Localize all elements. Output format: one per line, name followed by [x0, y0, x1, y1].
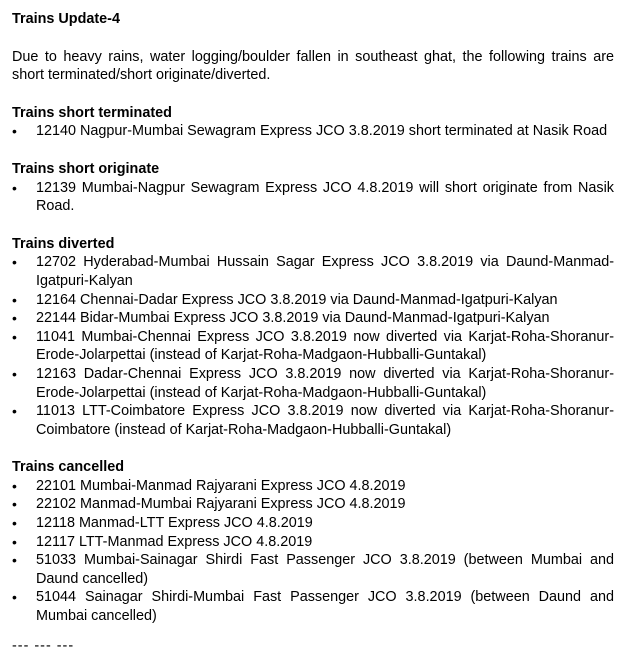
intro-paragraph: Due to heavy rains, water logging/boulder fallen in southeast ghat, the following trains are short terminated/short originate/diverted. — [12, 48, 614, 84]
bullet-icon: • — [12, 179, 17, 196]
list-item-text: 11013 LTT-Coimbatore Express JCO 3.8.2019 now diverted via Karjat-Roha-Shoranur-Coimbatore (instead of Karjat-Roha-Madgaon-Hubballi-Guntakal) — [36, 403, 614, 438]
bullet-icon: • — [12, 254, 17, 271]
section-heading: Trains short originate — [12, 160, 160, 177]
train-list — [12, 253, 614, 439]
list-item — [12, 495, 614, 514]
list-item — [12, 253, 614, 290]
bullet-icon: • — [12, 589, 17, 606]
list-item — [12, 477, 614, 496]
list-item-text: 51044 Sainagar Shirdi-Mumbai Fast Passenger JCO 3.8.2019 (between Daund and Mumbai cancelled) — [36, 589, 614, 625]
list-item-text: 11041 Mumbai-Chennai Express JCO 3.8.2019 now diverted via Karjat-Roha-Shoranur-Erode-Jolarpettai (instead of Karjat-Roha-Madgaon-Hubballi-Guntakal) — [36, 328, 614, 364]
bullet-icon: • — [12, 310, 17, 327]
footer-separator: --- --- --- — [12, 637, 75, 654]
bullet-icon: • — [12, 477, 17, 494]
train-list — [12, 477, 614, 626]
list-item-text: 12118 Manmad-LTT Express JCO 4.8.2019 — [36, 515, 313, 532]
list-item-text: 51033 Mumbai-Sainagar Shirdi Fast Passenger JCO 3.8.2019 (between Mumbai and Daund cancelled) — [36, 552, 614, 587]
train-list — [12, 122, 614, 141]
section-short-terminated — [12, 104, 614, 141]
section-diverted — [12, 235, 614, 440]
list-item-text: 12702 Hyderabad-Mumbai Hussain Sagar Express JCO 3.8.2019 via Daund-Manmad-Igatpuri-Kalyan — [36, 254, 614, 289]
list-item — [12, 365, 614, 402]
list-item — [12, 328, 614, 365]
list-item — [12, 291, 614, 310]
list-item — [12, 179, 614, 216]
bullet-icon: • — [12, 496, 17, 513]
bullet-icon: • — [12, 291, 17, 308]
train-list — [12, 179, 614, 216]
list-item-text: 22144 Bidar-Mumbai Express JCO 3.8.2019 via Daund-Manmad-Igatpuri-Kalyan — [36, 310, 550, 327]
section-cancelled — [12, 458, 614, 625]
bullet-icon: • — [12, 533, 17, 550]
section-short-originate — [12, 160, 614, 216]
bullet-icon: • — [12, 515, 17, 532]
list-item — [12, 122, 614, 141]
bullet-icon: • — [12, 552, 17, 569]
bullet-icon: • — [12, 403, 17, 420]
list-item — [12, 309, 614, 328]
list-item-text: 12139 Mumbai-Nagpur Sewagram Express JCO 4.8.2019 will short originate from Nasik Road. — [36, 179, 614, 215]
list-item — [12, 514, 614, 533]
list-item-text: 12164 Chennai-Dadar Express JCO 3.8.2019 via Daund-Manmad-Igatpuri-Kalyan — [36, 291, 558, 308]
list-item — [12, 551, 614, 588]
list-item-text: 12140 Nagpur-Mumbai Sewagram Express JCO 3.8.2019 short terminated at Nasik Road — [36, 123, 608, 140]
bullet-icon: • — [12, 328, 17, 345]
list-item-text: 12117 LTT-Manmad Express JCO 4.8.2019 — [36, 533, 313, 550]
list-item — [12, 402, 614, 439]
section-heading: Trains cancelled — [12, 459, 124, 476]
bullet-icon: • — [12, 365, 17, 382]
bullet-icon: • — [12, 123, 17, 140]
list-item-text: 22102 Manmad-Mumbai Rajyarani Express JCO 4.8.2019 — [36, 496, 406, 513]
section-heading: Trains short terminated — [12, 104, 172, 121]
list-item-text: 22101 Mumbai-Manmad Rajyarani Express JCO 4.8.2019 — [36, 477, 406, 494]
list-item-text: 12163 Dadar-Chennai Express JCO 3.8.2019 now diverted via Karjat-Roha-Shoranur-Erode-Jolarpettai (instead of Karjat-Roha-Madgaon-Hubballi-Guntakal) — [36, 365, 614, 401]
list-item — [12, 533, 614, 552]
section-heading: Trains diverted — [12, 235, 115, 252]
document-title: Trains Update-4 — [12, 11, 120, 27]
list-item — [12, 588, 614, 625]
